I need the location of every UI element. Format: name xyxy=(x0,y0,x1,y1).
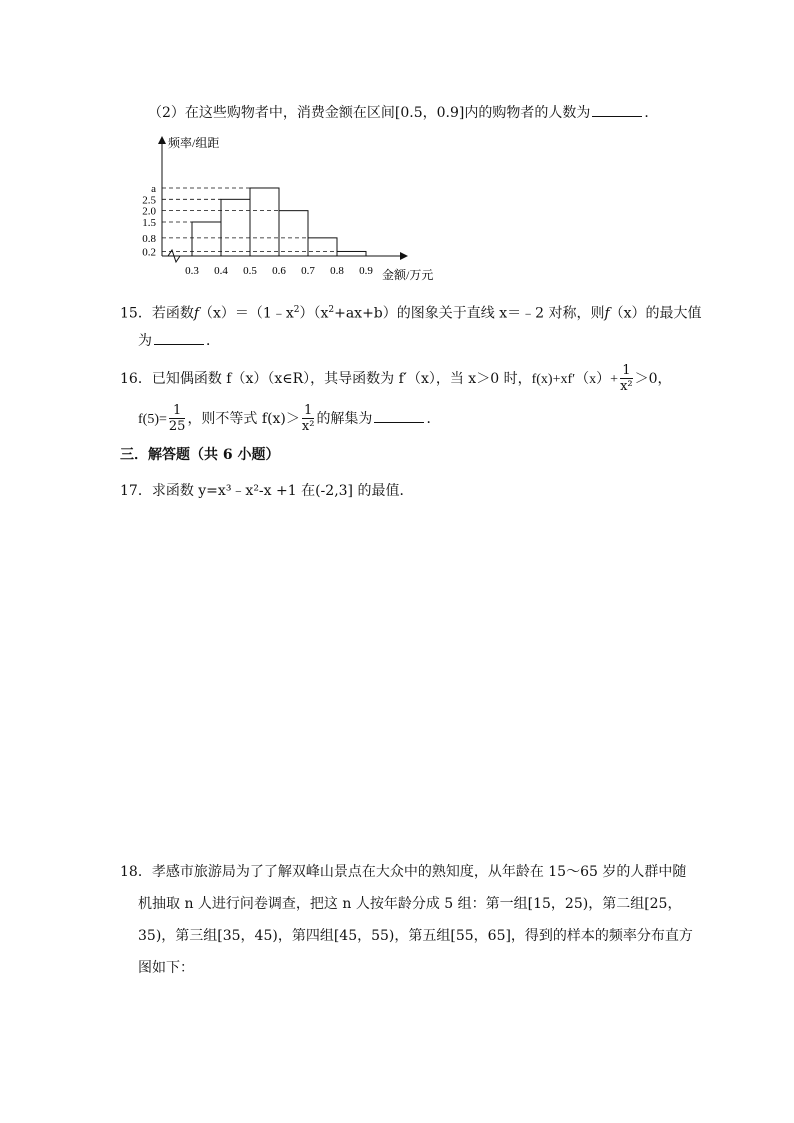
y-axis-arrow xyxy=(158,136,166,144)
section-title: 三．解答题（共 6 小题） xyxy=(120,447,280,463)
q14-part2-line xyxy=(148,102,658,123)
question-number: 15． xyxy=(120,305,152,322)
numerator: 1 xyxy=(169,404,186,419)
histogram-bar xyxy=(250,188,279,256)
q18-line4: 图如下： xyxy=(138,960,194,976)
denominator: x² xyxy=(301,419,315,434)
histogram-bar xyxy=(192,222,221,256)
q14-part2-text: （2）在这些购物者中，消费金额在区间[0.5，0.9]内的购物者的人数为 xyxy=(148,105,591,121)
q16-inequality: f(x)+xf′（x）+ xyxy=(531,372,619,387)
histogram-bar xyxy=(279,211,308,256)
question-number: 17． xyxy=(120,483,152,499)
x-tick-label: 0.6 xyxy=(272,265,286,277)
q16-text: f(5)= xyxy=(138,412,167,427)
q16-text: ＞0， xyxy=(634,371,672,387)
q18-line3: 35)，第三组[35，45)，第四组[45，55)，第五组[55，65]，得到的样本的频率分布直方 xyxy=(138,928,693,944)
q15-line2 xyxy=(138,330,220,351)
fraction xyxy=(620,364,633,394)
answer-blank xyxy=(592,102,642,117)
denominator: 25 xyxy=(168,419,186,434)
punct: ． xyxy=(644,105,659,121)
superscript: 2 xyxy=(293,305,300,315)
histogram-bar xyxy=(221,199,250,256)
f-symbol: f xyxy=(604,305,610,322)
q18-line2: 机抽取 n 人进行问卷调查，把这 n 人按年龄分成 5 组：第一组[15，25)，第二组[25， xyxy=(138,896,682,912)
superscript: 2 xyxy=(328,305,335,315)
punct: ． xyxy=(426,411,441,427)
q15-text: ）（x xyxy=(299,305,329,322)
f-symbol: f xyxy=(193,305,200,322)
fraction xyxy=(302,404,315,434)
x-axis-label: 金额/万元 xyxy=(382,268,434,282)
q16-line2 xyxy=(138,404,440,434)
answer-blank xyxy=(374,408,424,423)
y-tick-label: 2.5 xyxy=(142,194,156,207)
denominator: x² xyxy=(620,379,633,394)
y-tick-label: 2.0 xyxy=(142,205,156,218)
q15-text: +ax+b）的图象关于直线 x＝﹣2 对称，则 xyxy=(334,305,605,322)
x-tick-label: 0.4 xyxy=(214,265,228,277)
histogram-bar xyxy=(337,251,366,256)
y-tick-label: 0.2 xyxy=(142,246,156,259)
q15-text: 若函数 xyxy=(151,305,194,322)
numerator: 1 xyxy=(620,364,633,379)
numerator: 1 xyxy=(302,404,315,419)
q15-text: （x）的最大值 xyxy=(609,305,702,322)
y-tick-label: 0.8 xyxy=(142,232,156,245)
q16-text: 的解集为 xyxy=(316,411,373,427)
q18-line1: 18．孝感市旅游局为了了解双峰山景点在大众中的熟知度，从年龄在 15～65 岁的人群中随 xyxy=(120,864,687,880)
q16-line1 xyxy=(120,364,672,394)
histogram xyxy=(130,128,460,288)
y-tick-label: 1.5 xyxy=(142,216,156,229)
y-axis-label: 频率/组距 xyxy=(168,136,220,150)
x-tick-label: 0.5 xyxy=(243,265,257,277)
x-tick-label: 0.9 xyxy=(359,265,373,277)
histogram-bar xyxy=(308,238,337,256)
q15-text: 为 xyxy=(138,333,152,349)
q17-line xyxy=(120,481,413,501)
answer-blank xyxy=(154,330,204,345)
x-axis-arrow xyxy=(400,252,408,260)
q16-text: ，则不等式 f(x)＞ xyxy=(187,411,300,427)
q17-text: 求函数 y=x³﹣x²-x +1 在(-2,3] 的最值． xyxy=(151,483,414,499)
q15-text: （x）＝（1﹣x xyxy=(199,305,294,322)
punct: ． xyxy=(206,333,220,349)
q16-text: 已知偶函数 f（x）（x∈R），其导函数为 f′（x），当 x＞0 时， xyxy=(151,371,532,387)
fraction xyxy=(169,404,186,434)
question-number: 16． xyxy=(120,371,152,387)
q15-line1 xyxy=(120,300,702,324)
x-tick-label: 0.3 xyxy=(185,265,199,277)
x-tick-label: 0.8 xyxy=(330,265,344,277)
y-tick-label: a xyxy=(151,182,156,195)
x-tick-label: 0.7 xyxy=(301,265,315,277)
